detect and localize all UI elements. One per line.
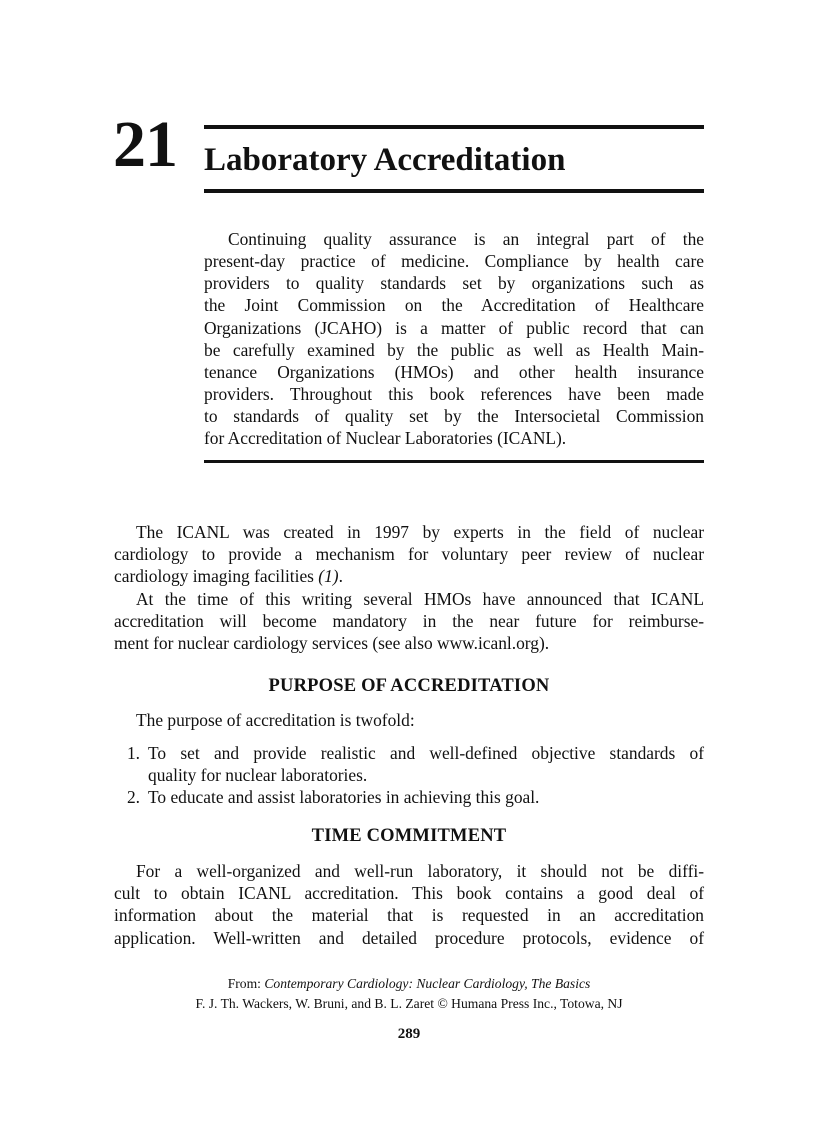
source-line — [114, 974, 704, 994]
authors-line: F. J. Th. Wackers, W. Bruni, and B. L. Zaret © Humana Press Inc., Totowa, NJ — [195, 996, 623, 1011]
body-text: cardiology imaging facilities — [114, 566, 314, 587]
body-line: information about the material that is requested in an accreditation — [114, 905, 704, 926]
list-item — [114, 742, 704, 786]
section-heading-purpose: PURPOSE OF ACCREDITATION — [268, 676, 550, 696]
abstract-line: for Accreditation of Nuclear Laboratories (ICANL). — [204, 428, 567, 449]
body-line: accreditation will become mandatory in the near future for reimburse- — [114, 610, 704, 631]
abstract-line: tenance Organizations (HMOs) and other health insurance — [204, 361, 704, 382]
body-line: cult to obtain ICANL accreditation. This book contains a good deal of — [114, 883, 704, 904]
chapter-title-rule-bottom — [204, 189, 704, 193]
chapter-number: 21 — [113, 108, 177, 181]
chapter-title-rule-top — [204, 125, 704, 129]
source-footnote — [114, 974, 704, 1014]
abstract-line: Organizations (JCAHO) is a matter of public record that can — [204, 317, 704, 338]
list-item-number: 2. — [126, 787, 140, 807]
abstract-line: the Joint Commission on the Accreditation of Healthcare — [204, 295, 704, 316]
citation-reference: (1) — [318, 566, 339, 587]
list-item-line: To educate and assist laboratories in achieving this goal. — [148, 787, 540, 807]
body-line: The ICANL was created in 1997 by experts in the field of nuclear — [136, 522, 704, 542]
body-text: . — [338, 566, 343, 587]
abstract-line: be carefully examined by the public as well as Health Main- — [204, 339, 704, 360]
intro-paragraphs — [114, 521, 704, 654]
body-line — [114, 565, 704, 587]
chapter-title: Laboratory Accreditation — [204, 142, 566, 178]
abstract-rule-bottom — [204, 460, 704, 463]
abstract-line: Continuing quality assurance is an integral part of the — [228, 229, 704, 249]
list-item-line: To set and provide realistic and well-defined objective standards of — [148, 743, 704, 763]
time-commitment-paragraph — [114, 860, 704, 949]
section-heading-time-commitment: TIME COMMITMENT — [311, 826, 507, 846]
list-item — [114, 786, 704, 808]
source-label: From: — [227, 976, 261, 991]
body-line: The purpose of accreditation is twofold: — [136, 710, 415, 730]
chapter-abstract — [204, 228, 704, 450]
source-title: Contemporary Cardiology: Nuclear Cardiology, The Basics — [264, 976, 591, 991]
body-line: For a well-organized and well-run laboratory, it should not be diffi- — [136, 861, 704, 881]
purpose-intro — [114, 709, 704, 731]
purpose-list — [114, 742, 704, 808]
abstract-line: providers. Throughout this book references have been made — [204, 384, 704, 405]
body-line: At the time of this writing several HMOs have announced that ICANL — [136, 588, 704, 609]
page-number: 289 — [397, 1026, 421, 1042]
abstract-line: to standards of quality set by the Intersocietal Commission — [204, 406, 704, 427]
body-line: application. Well-written and detailed procedure protocols, evidence of — [114, 927, 704, 948]
abstract-line: present-day practice of medicine. Compliance by health care — [204, 251, 704, 272]
body-line: ment for nuclear cardiology services (see also www.icanl.org). — [114, 633, 550, 654]
list-item-number: 1. — [126, 743, 140, 763]
abstract-line: providers to quality standards set by organizations such as — [204, 273, 704, 294]
list-item-line: quality for nuclear laboratories. — [148, 765, 368, 785]
body-line: cardiology to provide a mechanism for voluntary peer review of nuclear — [114, 544, 704, 565]
